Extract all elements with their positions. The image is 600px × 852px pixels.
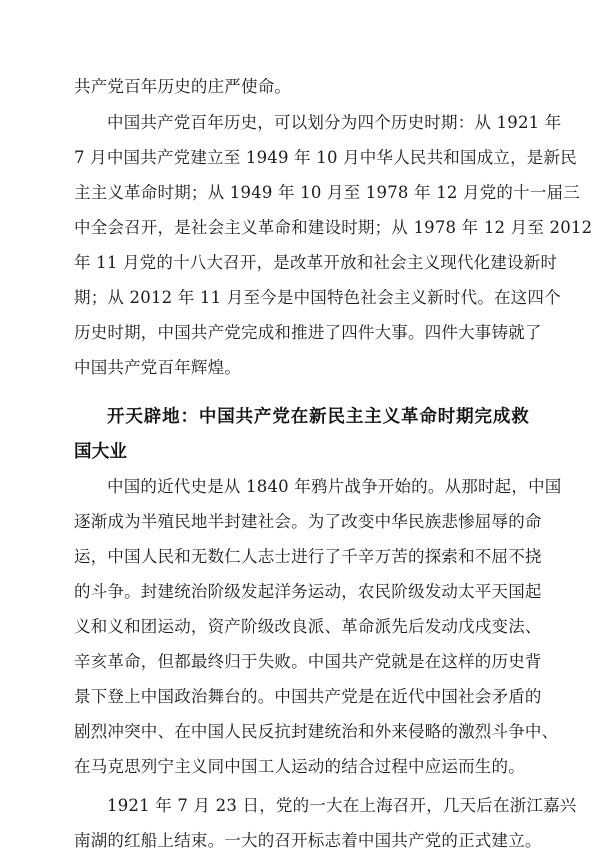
para1-line: 中全会召开，是社会主义革命和建设时期；从 1978 年 12 月至 2012 [74,218,593,237]
para2-line: 义和义和团运动，资产阶级改良派、革命派先后发动戊戌变法、 [74,617,542,636]
para1-line: 年 11 月党的十八大召开，是改革开放和社会主义现代化建设新时 [74,253,558,272]
para2-line: 运，中国人民和无数仁人志士进行了千辛万苦的探索和不屈不挠 [74,547,542,566]
para1-line: 历史时期，中国共产党完成和推进了四件大事。四件大事铸就了 [74,323,542,342]
para2-line: 景下登上中国政治舞台的。中国共产党是在近代中国社会矛盾的 [74,687,542,706]
para2-line: 剧烈冲突中、在中国人民反抗封建统治和外来侵略的激烈斗争中、 [74,722,559,741]
para2-line: 逐渐成为半殖民地半封建社会。为了改变中华民族悲惨屈辱的命 [74,512,542,531]
para1-line: 期；从 2012 年 11 月至今是中国特色社会主义新时代。在这四个 [74,288,561,307]
para2-line: 辛亥革命，但都最终归于失败。中国共产党就是在这样的历史背 [74,652,542,671]
para2-line: 中国的近代史是从 1840 年鸦片战争开始的。从那时起，中国 [107,477,562,496]
para3-line: 南湖的红船上结束。一大的召开标志着中国共产党的正式建立。 [74,831,542,850]
para2-line: 在马克思列宁主义同中国工人运动的结合过程中应运而生的。 [74,757,525,776]
section-heading: 开天辟地：中国共产党在新民主主义革命时期完成救 [107,407,529,427]
para1-line: 7 月中国共产党建立至 1949 年 10 月中华人民共和国成立，是新民 [74,148,577,167]
intro-tail-text: 共产党百年历史的庄严使命。 [74,77,292,96]
section-heading: 国大业 [74,442,128,462]
para1-line: 中国共产党百年辉煌。 [74,358,241,377]
para3-line: 1921 年 7 月 23 日，党的一大在上海召开，几天后在浙江嘉兴 [107,796,577,815]
para1-line: 中国共产党百年历史，可以划分为四个历史时期：从 1921 年 [107,113,562,132]
para1-line: 主主义革命时期；从 1949 年 10 月至 1978 年 12 月党的十一届三 [74,183,580,202]
para2-line: 的斗争。封建统治阶级发起洋务运动，农民阶级发动太平天国起 [74,582,542,601]
